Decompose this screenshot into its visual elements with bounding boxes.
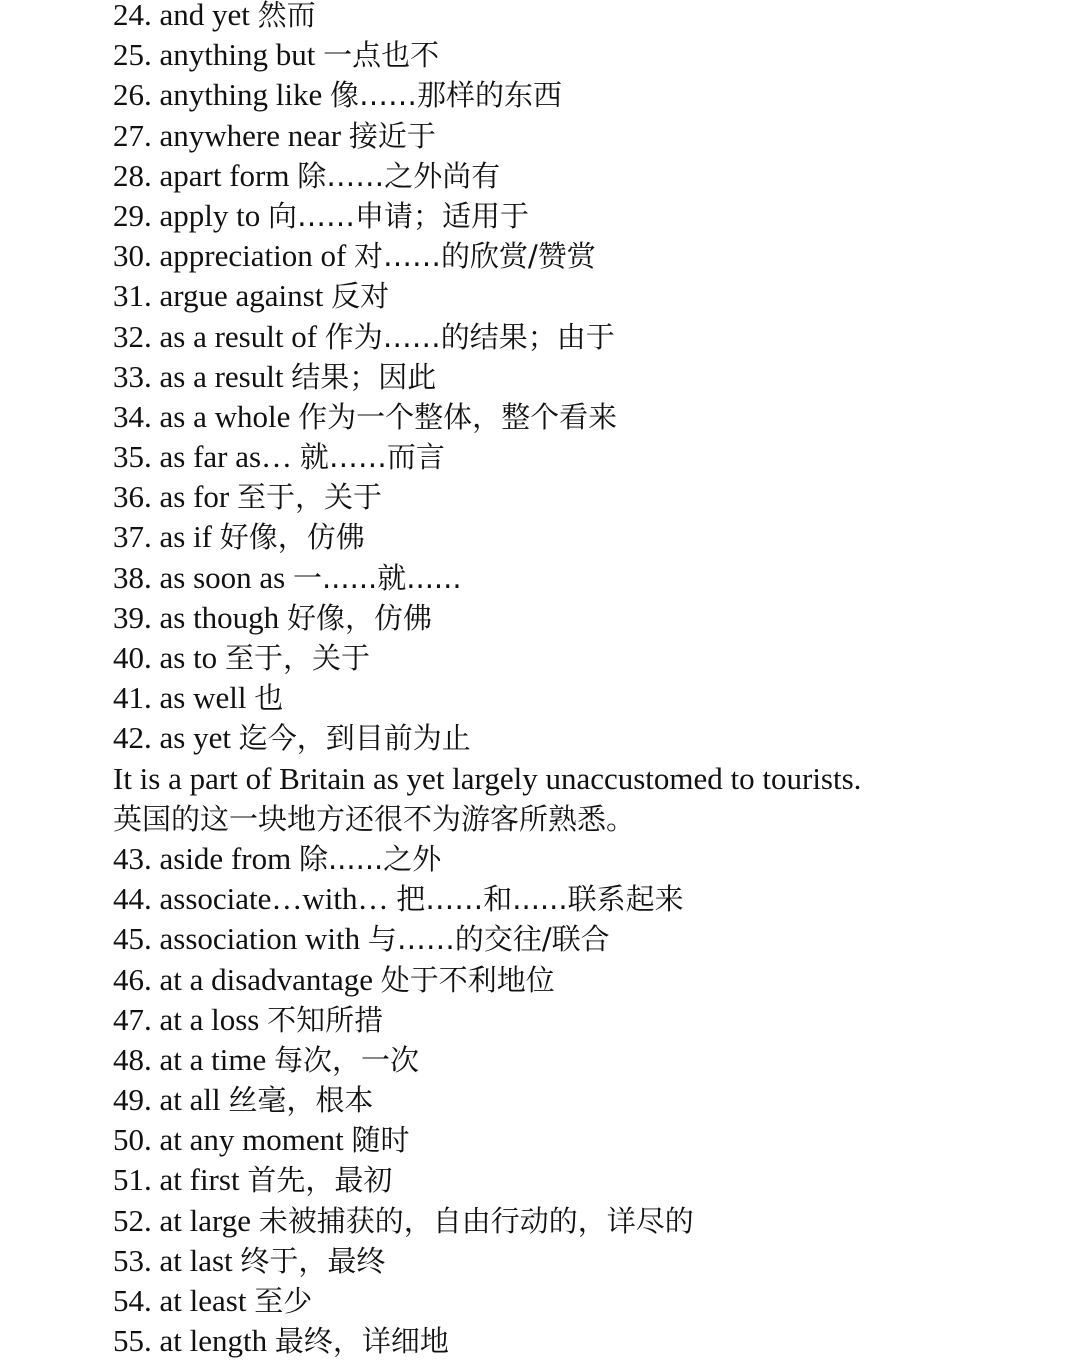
entry-meaning: 终于，最终: [240, 1243, 386, 1278]
entry-phrase: as a whole: [159, 398, 291, 434]
entry-meaning: 好像，仿佛: [286, 600, 432, 635]
entry-52: [113, 1201, 1053, 1241]
entry-number: 27.: [113, 117, 152, 153]
entry-number: 25.: [113, 37, 152, 73]
entry-number: 35.: [113, 439, 152, 475]
entry-number: 45.: [113, 921, 152, 957]
entry-number: 50.: [113, 1122, 152, 1158]
entry-41: [113, 678, 1053, 718]
entry-51: [113, 1160, 1053, 1200]
entry-number: 28.: [113, 157, 152, 193]
entry-45: [113, 919, 1053, 959]
entry-meaning: 反对: [331, 279, 390, 314]
entry-40: [113, 638, 1053, 678]
entry-number: 38.: [113, 559, 152, 595]
entry-phrase: at a loss: [159, 1001, 260, 1037]
entry-meaning: 就……而言: [299, 440, 445, 475]
entry-number: 30.: [113, 238, 152, 274]
entry-phrase: and yet: [159, 0, 250, 32]
entry-phrase: as well: [159, 680, 247, 716]
entry-55: [113, 1321, 1053, 1361]
entry-53: [113, 1241, 1053, 1281]
entry-phrase: at any moment: [159, 1122, 344, 1158]
entry-50: [113, 1120, 1053, 1160]
entry-phrase: as a result: [159, 358, 284, 394]
entry-38: [113, 558, 1053, 598]
entry-phrase: as far as…: [159, 439, 293, 475]
entry-meaning: 除......之外: [298, 841, 442, 876]
entry-meaning: 然而: [257, 0, 316, 32]
entry-number: 29.: [113, 197, 152, 233]
entry-meaning: 结果；因此: [291, 359, 437, 394]
entry-number: 51.: [113, 1162, 152, 1198]
entry-phrase: at all: [159, 1082, 221, 1118]
entry-number: 52.: [113, 1202, 152, 1238]
entry-number: 46.: [113, 961, 152, 997]
entry-37: [113, 517, 1053, 557]
entry-number: 54.: [113, 1283, 152, 1318]
entry-number: 39.: [113, 599, 152, 635]
entry-meaning: 首先，最初: [247, 1163, 393, 1198]
entry-47: [113, 1000, 1053, 1040]
entry-phrase: argue against: [159, 278, 324, 314]
entry-meaning: 丝毫，根本: [228, 1083, 374, 1118]
entry-meaning: 对……的欣赏/赞赏: [354, 239, 596, 274]
entry-meaning: 除……之外尚有: [297, 158, 501, 193]
entry-meaning: 每次，一次: [273, 1042, 419, 1077]
entry-phrase: as soon as: [159, 559, 286, 595]
entry-phrase: at first: [159, 1162, 240, 1198]
entry-phrase: at least: [159, 1283, 247, 1318]
entry-number: 36.: [113, 479, 152, 515]
entry-36: [113, 477, 1053, 517]
entry-phrase: aside from: [159, 840, 292, 876]
entry-number: 34.: [113, 398, 152, 434]
entry-meaning: 向……申请；适用于: [268, 198, 530, 233]
entry-44: [113, 879, 1053, 919]
entry-number: 43.: [113, 840, 152, 876]
entry-phrase: at large: [159, 1202, 252, 1238]
entry-48: [113, 1040, 1053, 1080]
entry-number: 44.: [113, 881, 152, 917]
entry-34: [113, 397, 1053, 437]
entry-number: 37.: [113, 519, 152, 555]
entry-27: [113, 116, 1053, 156]
entry-phrase: apart form: [159, 157, 290, 193]
entry-26: [113, 75, 1053, 115]
entry-meaning: 作为……的结果；由于: [324, 319, 615, 354]
entry-number: 48.: [113, 1041, 152, 1077]
entry-meaning: 好像，仿佛: [219, 520, 365, 555]
entry-number: 26.: [113, 77, 152, 113]
entry-number: 33.: [113, 358, 152, 394]
entry-28: [113, 156, 1053, 196]
entry-phrase: anywhere near: [159, 117, 342, 153]
example-sentence-english: It is a part of Britain as yet largely unaccustomed to tourists.: [113, 760, 862, 796]
entry-meaning: 至于，关于: [236, 480, 382, 515]
entry-number: 47.: [113, 1001, 152, 1037]
entry-number: 31.: [113, 278, 152, 314]
entry-phrase: anything but: [159, 37, 316, 73]
entry-meaning: 不知所措: [267, 1002, 384, 1037]
entry-phrase: as to: [159, 640, 218, 675]
entry-30: [113, 236, 1053, 276]
vocabulary-list: [113, 0, 1053, 1361]
entry-25: [113, 35, 1053, 75]
entry-24: [113, 0, 1053, 35]
entry-35: [113, 437, 1053, 477]
entry-39: [113, 598, 1053, 638]
entry-phrase: at last: [159, 1242, 233, 1278]
entry-49: [113, 1080, 1053, 1120]
entry-phrase: at length: [159, 1323, 268, 1359]
entry-number: 32.: [113, 318, 152, 354]
entry-meaning: 一点也不: [323, 38, 440, 73]
entry-phrase: as though: [159, 599, 280, 635]
entry-phrase: as for: [159, 479, 230, 515]
entry-phrase: apply to: [159, 197, 261, 233]
entry-29: [113, 196, 1053, 236]
entry-meaning: 至少: [254, 1284, 313, 1318]
entry-phrase: appreciation of: [159, 238, 347, 274]
entry-meaning: 像……那样的东西: [329, 78, 562, 113]
entry-meaning: 作为一个整体，整个看来: [298, 399, 618, 434]
entry-meaning: 至于，关于: [224, 641, 370, 675]
entry-number: 41.: [113, 680, 152, 716]
entry-number: 53.: [113, 1242, 152, 1278]
entry-phrase: at a time: [159, 1041, 267, 1077]
entry-number: 49.: [113, 1082, 152, 1118]
entry-number: 42.: [113, 720, 152, 756]
entry-phrase: as yet: [159, 720, 231, 756]
entry-phrase: as a result of: [159, 318, 318, 354]
entry-number: 24.: [113, 0, 152, 32]
entry-phrase: as if: [159, 519, 213, 555]
entry-number: 40.: [113, 640, 152, 675]
entry-43: [113, 839, 1053, 879]
entry-meaning: 也: [254, 681, 284, 716]
entry-32: [113, 317, 1053, 357]
entry-42: [113, 718, 1053, 758]
entry-meaning: 最终，详细地: [274, 1324, 449, 1359]
entry-54: [113, 1281, 1053, 1321]
entry-phrase: anything like: [159, 77, 323, 113]
entry-number: 55.: [113, 1323, 152, 1359]
example-sentence-chinese: 英国的这一块地方还很不为游客所熟悉。: [113, 801, 636, 836]
entry-phrase: at a disadvantage: [159, 961, 373, 997]
entry-meaning: 随时: [351, 1123, 410, 1158]
entry-meaning: 迄今，到目前为止: [238, 721, 471, 756]
entry-33: [113, 357, 1053, 397]
entry-phrase: associate…with…: [159, 881, 389, 917]
entry-meaning: 未被捕获的，自由行动的，详尽的: [258, 1203, 694, 1238]
entry-meaning: 把……和......联系起来: [396, 882, 684, 917]
entry-meaning: 处于不利地位: [380, 962, 555, 997]
entry-meaning: 一......就......: [292, 560, 462, 595]
entry-meaning: 与……的交往/联合: [367, 922, 610, 957]
entry-46: [113, 960, 1053, 1000]
entry-phrase: association with: [159, 921, 361, 957]
entry-meaning: 接近于: [348, 118, 436, 153]
entry-31: [113, 276, 1053, 316]
